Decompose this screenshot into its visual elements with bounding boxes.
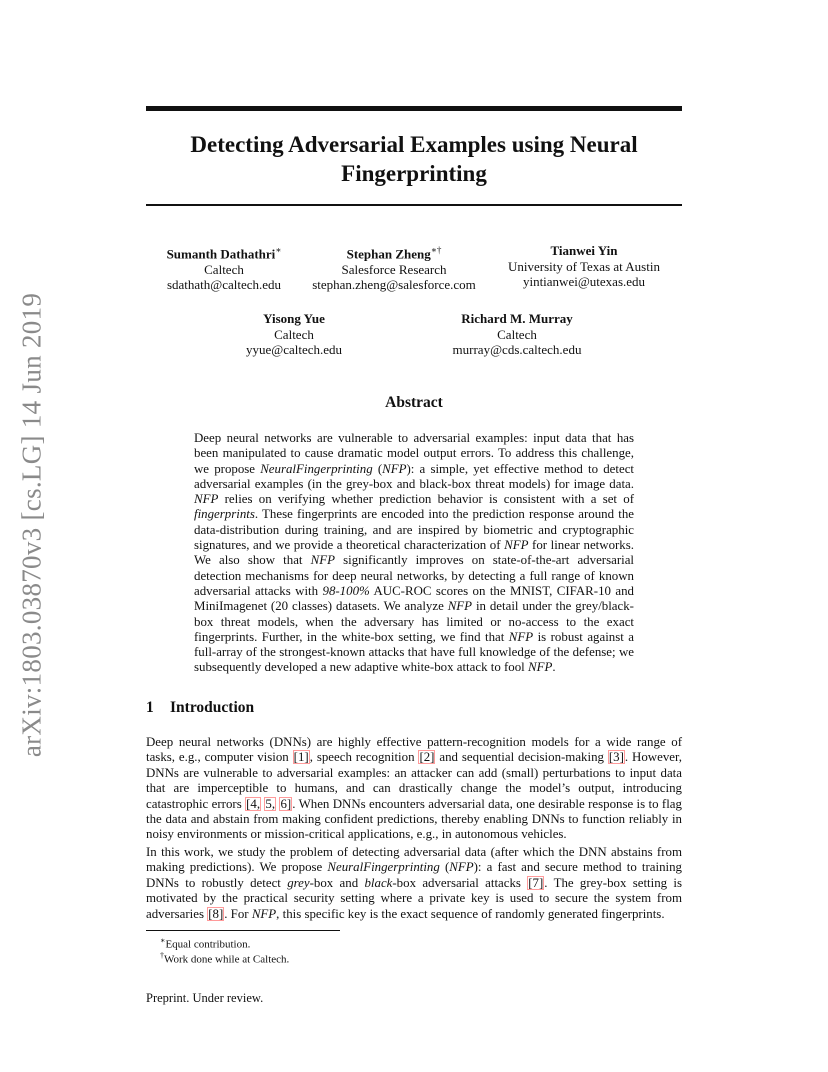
author-email: yintianwei@utexas.edu bbox=[522, 274, 646, 289]
author-name: Sumanth Dathathri bbox=[166, 246, 276, 262]
author-block bbox=[407, 311, 627, 358]
intro-paragraph-1: Deep neural networks (DNNs) are highly effective pattern-recognition models for a wide range of tasks, e.g., computer vision [1], speech recognition [2] and sequential decision-making [3]. However, DNNs are vulnerable to adversarial examples: an attacker can add (small) perturbations to input data that are imperceptible to humans, and can drastically change the model’s output, introducing catastrophic errors [4, 5, 6]. When DNNs encounters adversarial data, one desirable response is to flag the data and abstain from making confident predictions, thereby enabling DNNs to function reliably in noisy environments or mission-critical applications, e.g., in autonomous vehicles. bbox=[146, 735, 683, 842]
preprint-note: Preprint. Under review. bbox=[146, 991, 264, 1005]
citation-link[interactable]: [7] bbox=[528, 875, 544, 890]
author-email: stephan.zheng@salesforce.com bbox=[312, 277, 476, 293]
author-affiliation: Salesforce Research bbox=[341, 261, 447, 277]
abstract-heading: Abstract bbox=[385, 394, 443, 411]
citation-link[interactable]: [2] bbox=[419, 750, 435, 765]
author-name: Yisong Yue bbox=[263, 311, 325, 326]
author-mark: ∗ bbox=[275, 245, 282, 255]
footnote: ∗Equal contribution. bbox=[160, 936, 251, 951]
title-rule-bottom bbox=[146, 204, 682, 206]
footnote-rule bbox=[146, 930, 340, 931]
author-affiliation: Caltech bbox=[497, 326, 537, 342]
author-block bbox=[284, 243, 504, 293]
section-heading bbox=[146, 699, 254, 717]
citation-link[interactable]: 5, bbox=[265, 796, 276, 811]
title-rule-top bbox=[146, 106, 682, 111]
author-email: yyue@caltech.edu bbox=[245, 342, 343, 357]
author-block bbox=[184, 311, 404, 358]
author-affiliation: Caltech bbox=[204, 261, 244, 277]
footnote: †Work done while at Caltech. bbox=[160, 951, 290, 966]
author-name: Richard M. Murray bbox=[461, 311, 573, 326]
citation-link[interactable]: [1] bbox=[293, 750, 309, 765]
paper-title: Detecting Adversarial Examples using Neural Fingerprinting bbox=[190, 132, 638, 186]
abstract-body: Deep neural networks are vulnerable to adversarial examples: input data that has been manipulated to cause dramatic model output errors. To address this challenge, we propose NeuralFingerprinting (NFP): a simple, yet effective method to detect adversarial examples (in the grey-box and black-box threat models) for image data. NFP relies on verifying whether prediction behavior is consistent with a set of fingerprints. These fingerprints are encoded into the prediction response around the data-distribution during training, and are inspired by biometric and cryptographic signatures, and we provide a theoretical characterization of NFP for linear networks. We also show that NFP significantly improves on state-of-the-art adversarial detection mechanisms for deep neural networks, by detecting a full range of known adversarial attacks with 98-100% AUC-ROC scores on the MNIST, CIFAR-10 and MiniImagenet (20 classes) datasets. We analyze NFP in detail under the grey/black-box threat models, when the adversary has limited or no-access to the exact fingerprints. Further, in the white-box setting, we find that NFP is robust against a full-array of the strongest-known attacks that have full knowledge of the defense; we subsequently developed a new adaptive white-box attack to fool NFP. bbox=[194, 431, 635, 675]
author-name: Tianwei Yin bbox=[550, 243, 618, 258]
author-email: sdathath@caltech.edu bbox=[166, 277, 282, 293]
author-affiliation: Caltech bbox=[274, 326, 314, 342]
author-block bbox=[474, 243, 694, 290]
author-email: murray@cds.caltech.edu bbox=[452, 342, 582, 357]
arxiv-side-identifier: arXiv:1803.03870v3 [cs.LG] 14 Jun 2019 bbox=[16, 292, 47, 758]
citation-link[interactable]: [3] bbox=[608, 750, 624, 765]
citation-link[interactable]: [8] bbox=[208, 906, 224, 921]
author-affiliation: University of Texas at Austin bbox=[508, 258, 660, 274]
intro-paragraph-2: In this work, we study the problem of detecting adversarial data (after which the DNN abstains from making predictions). We propose NeuralFingerprinting (NFP): a fast and secure method to training DNNs to robustly detect grey-box and black-box adversarial attacks [7]. The grey-box setting is motivated by the practical security setting where a private key is used to secure the system from adversaries [8]. For NFP, this specific key is the exact sequence of randomly generated fingerprints. bbox=[146, 845, 683, 921]
author-name: Stephan Zheng bbox=[346, 246, 431, 262]
author-mark: ∗† bbox=[430, 245, 442, 255]
citation-link[interactable]: [4, bbox=[246, 796, 261, 811]
citation-link[interactable]: 6] bbox=[280, 796, 292, 811]
section-title: Introduction bbox=[170, 699, 255, 716]
section-number: 1 bbox=[146, 699, 154, 716]
